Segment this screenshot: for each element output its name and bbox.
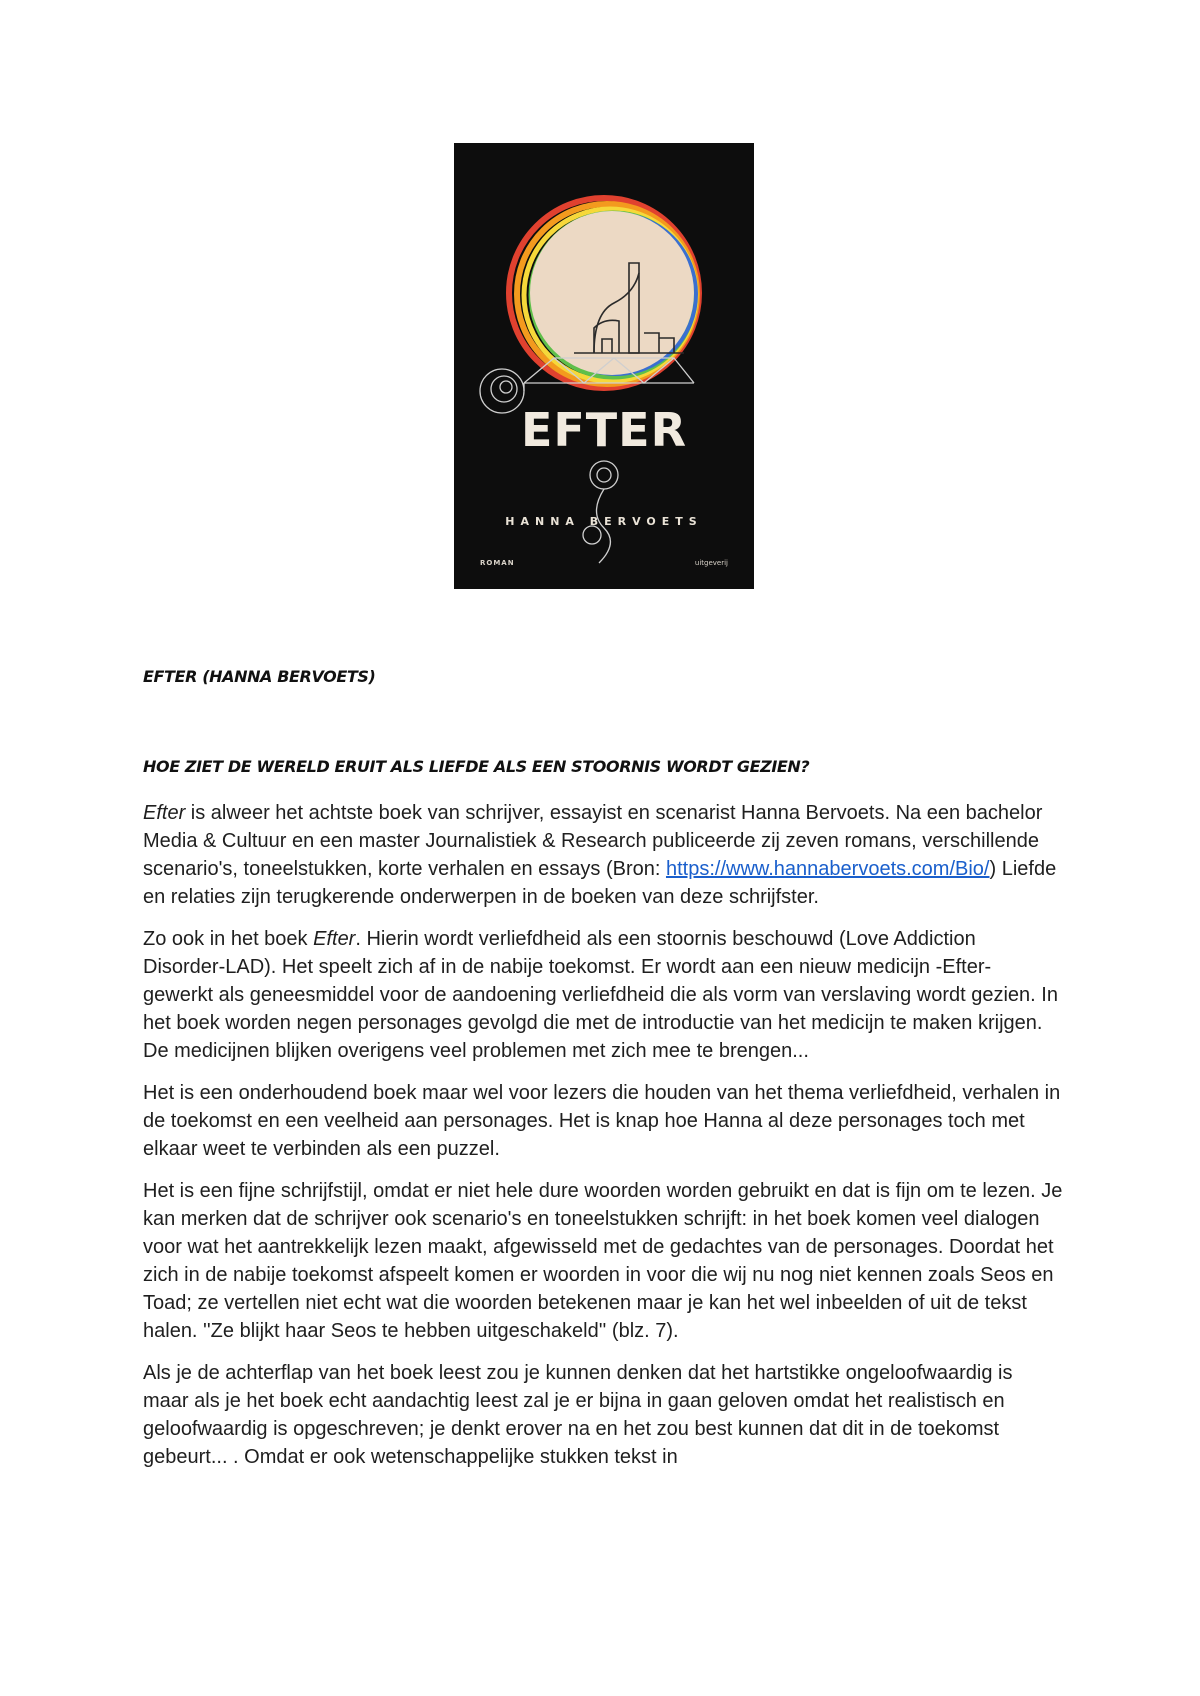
cover-title: EFTER (520, 403, 688, 457)
paragraph-text: . Hierin wordt verliefdheid als een stoornis beschouwd (Love Addiction Disorder-LAD). Het speelt zich af in de nabije toekomst. Er wordt aan een nieuw medicijn -Efter- gewerkt als geneesmiddel voor de aandoening verliefdheid die als vorm van verslaving wordt gezien. In het boek worden negen personages gevolgd die met de introductie van het medicijn te maken krijgen. De medicijnen blijken overigens veel problemen met zich mee te brengen... (143, 928, 1058, 1062)
paragraph-text: is alweer het achtste boek van schrijver, essayist en scenarist Hanna Bervoets. Na een bachelor Media & Cultuur en een master Journalistiek & Research publiceerde zij zeven romans, verschillende scenario's, toneelstukken, korte verhalen en essays (Bron: (143, 802, 1043, 880)
cover-publisher: uitgeverij (694, 559, 728, 567)
paragraph-4: Het is een fijne schrijfstijl, omdat er niet hele dure woorden worden gebruikt en dat is fijn om te lezen. Je kan merken dat de schrijver ook scenario's en toneelstukken schrijft: in het boek komen veel dialogen voor wat het aantrekkelijk lezen maakt, afgewisseld met de gedachtes van de personages. Doordat het zich in de nabije toekomst afspeelt komen er woorden in voor die wij nu nog niet kennen zoals Seos en Toad; ze vertellen niet echt wat die woorden betekenen maar je kan het wel inbeelden of uit de tekst halen. ''Ze blijkt haar Seos te hebben uitgeschakeld'' (blz. 7). (143, 1180, 1063, 1342)
cover-genre: ROMAN (480, 559, 515, 567)
book-cover-art (454, 143, 754, 589)
source-link[interactable]: https://www.hannabervoets.com/Bio/ (665, 858, 990, 880)
article-body (143, 799, 1063, 1485)
book-title-italic: Efter (143, 802, 186, 824)
paragraph-1 (143, 799, 1063, 911)
paragraph-3: Het is een onderhoudend boek maar wel voor lezers die houden van het thema verliefdheid, verhalen in de toekomst en een veelheid aan personages. Het is knap hoe Hanna al deze personages toch met elkaar weet te verbinden als een puzzel. (143, 1082, 1061, 1160)
paragraph-text: ) Liefde en relaties zijn terugkerende onderwerpen in de boeken van deze schrijfster. (143, 858, 1057, 908)
article-subheading: HOE ZIET DE WERELD ERUIT ALS LIEFDE ALS EEN STOORNIS WORDT GEZIEN? (143, 757, 810, 776)
book-cover-image (454, 143, 754, 589)
book-title-italic: Efter (313, 928, 356, 950)
cover-author: HANNA BERVOETS (505, 515, 703, 528)
paragraph-5: Als je de achterflap van het boek leest zou je kunnen denken dat het hartstikke ongeloofwaardig is maar als je het boek echt aandachtig leest zal je er bijna in gaan geloven omdat het realistisch en geloofwaardig is opgeschreven; je denkt erover na en het zou best kunnen dat dit in de toekomst gebeurt... . Omdat er ook wetenschappelijke stukken tekst in (143, 1362, 1013, 1468)
paragraph-text: Zo ook in het boek (143, 928, 314, 950)
paragraph-2 (143, 925, 1063, 1065)
article-title: EFTER (HANNA BERVOETS) (143, 667, 376, 686)
